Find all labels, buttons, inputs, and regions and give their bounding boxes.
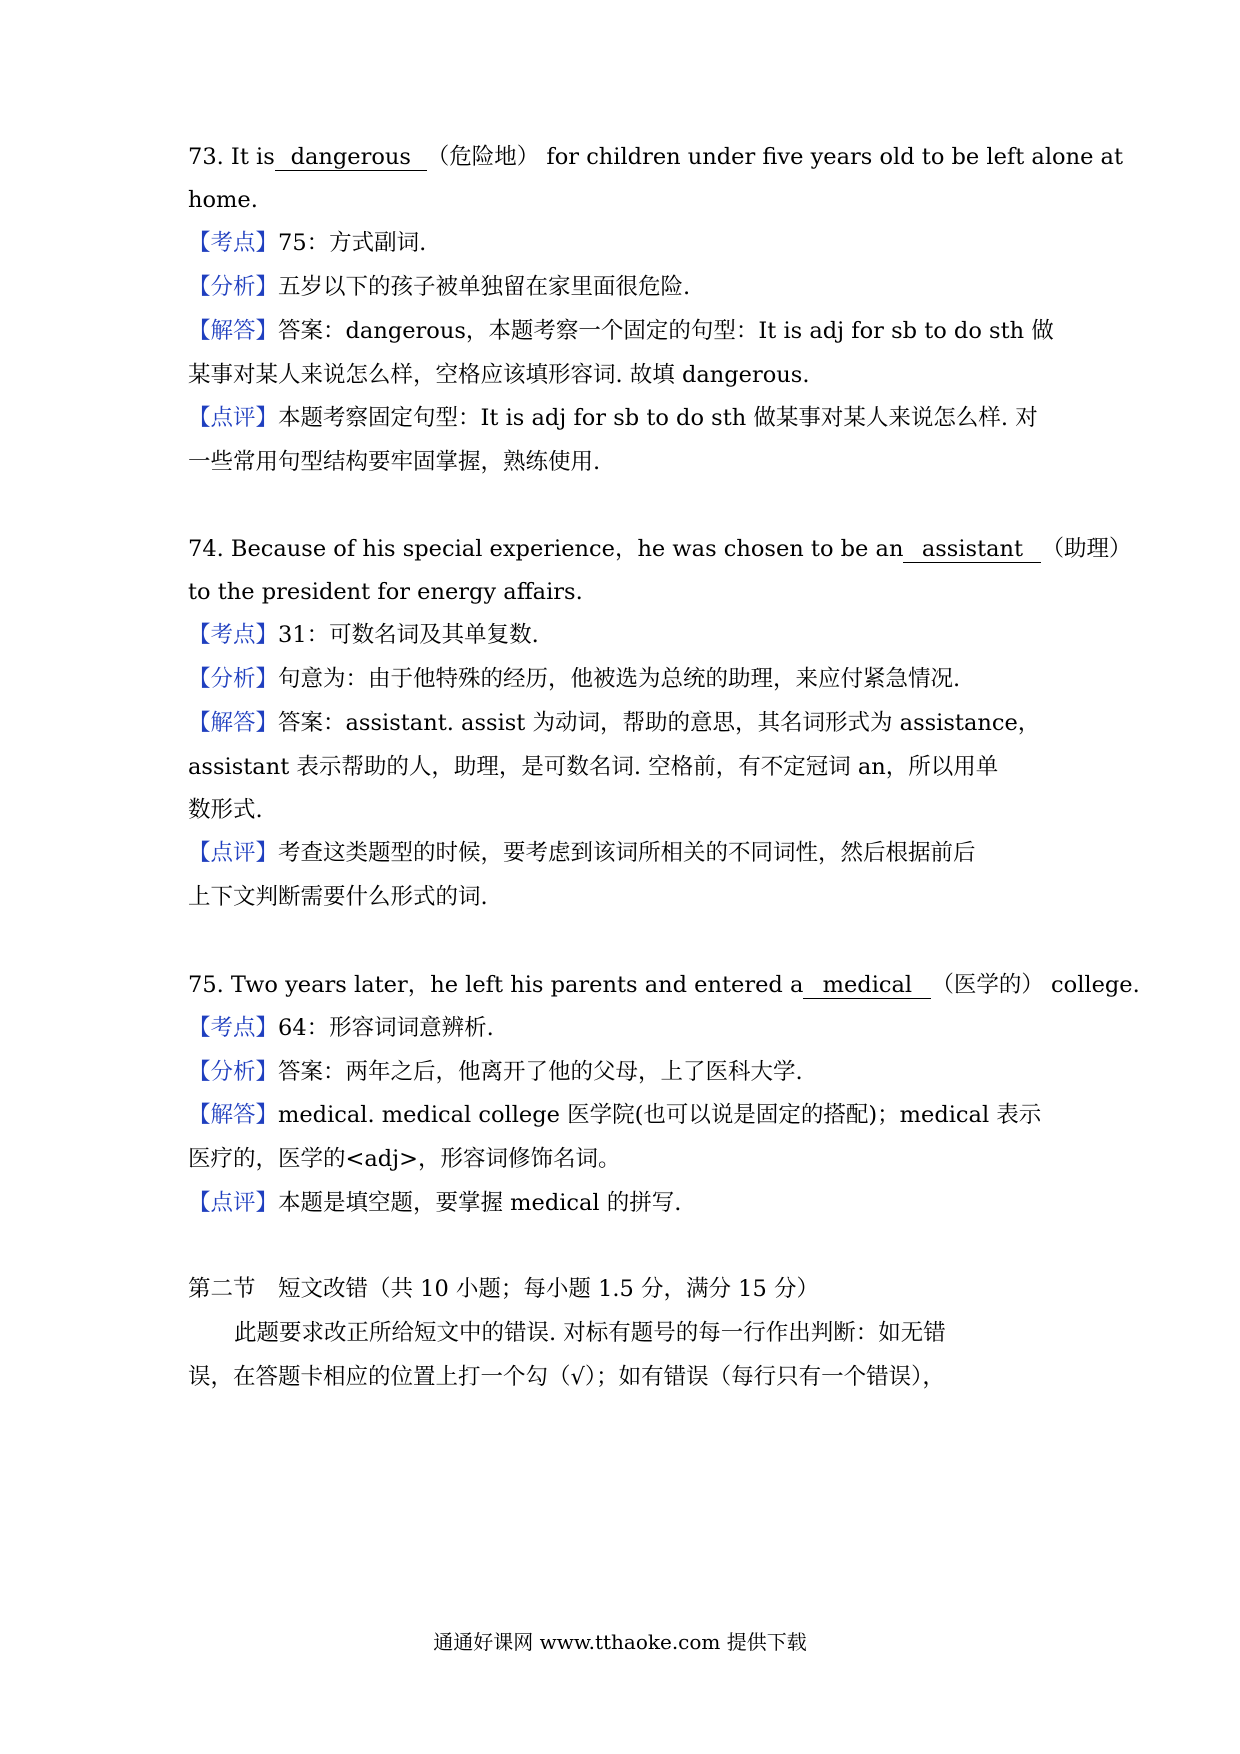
q74-kaodian-text: 31：可数名词及其单复数. bbox=[278, 622, 539, 648]
q74-stem-post: （助理） bbox=[1041, 536, 1132, 562]
q75-jieda-text: medical. medical college 医学院(也可以说是固定的搭配)；medical 表示 bbox=[278, 1102, 1042, 1128]
dianping-label: 【点评】 bbox=[188, 840, 279, 866]
q73-answer-blank: dangerous bbox=[275, 144, 427, 171]
q74-question-line1 bbox=[188, 534, 1132, 564]
fenxi-label: 【分析】 bbox=[188, 274, 279, 300]
dianping-label: 【点评】 bbox=[188, 1190, 279, 1216]
q73-fenxi-text: 五岁以下的孩子被单独留在家里面很危险. bbox=[278, 274, 691, 300]
q74-fenxi-text: 句意为：由于他特殊的经历，他被选为总统的助理，来应付紧急情况. bbox=[278, 666, 961, 692]
q73-fenxi bbox=[188, 272, 1058, 302]
kaodian-label: 【考点】 bbox=[188, 622, 279, 648]
section2-instruction-line1: 此题要求改正所给短文中的错误. 对标有题号的每一行作出判断：如无错 bbox=[234, 1320, 946, 1346]
q73-stem-post: （危险地） for children under five years old to be left alone at bbox=[426, 144, 1124, 170]
jieda-label: 【解答】 bbox=[188, 1102, 279, 1128]
q73-stem-pre: 73. It is bbox=[188, 144, 275, 170]
q74-jieda-line1 bbox=[188, 708, 1058, 738]
q75-kaodian-text: 64：形容词词意辨析. bbox=[278, 1015, 494, 1041]
q75-fenxi-text: 答案：两年之后，他离开了他的父母，上了医科大学. bbox=[278, 1059, 803, 1085]
q75-question-line1 bbox=[188, 970, 1140, 1000]
q74-dianping-line1 bbox=[188, 838, 1058, 868]
q74-dianping-text: 考查这类题型的时候，要考虑到该词所相关的不同词性，然后根据前后 bbox=[278, 840, 976, 866]
section2-title: 第二节 短文改错（共 10 小题；每小题 1.5 分，满分 15 分） bbox=[188, 1276, 819, 1302]
q75-answer-blank: medical bbox=[803, 972, 931, 999]
q75-stem-post: （医学的） college. bbox=[931, 972, 1140, 998]
q74-question-stem bbox=[188, 534, 1041, 564]
fenxi-label: 【分析】 bbox=[188, 666, 279, 692]
q75-fenxi bbox=[188, 1057, 1058, 1087]
q74-jieda-line2: assistant 表示帮助的人，助理，是可数名词. 空格前，有不定冠词 an，所以用单 bbox=[188, 754, 999, 780]
section2-instruction-line2: 误，在答题卡相应的位置上打一个勾（√）；如有错误（每行只有一个错误）， bbox=[188, 1364, 945, 1390]
q75-kaodian bbox=[188, 1013, 1058, 1043]
kaodian-label: 【考点】 bbox=[188, 1015, 279, 1041]
q73-question-stem bbox=[188, 142, 427, 172]
q74-fenxi bbox=[188, 664, 1058, 694]
q74-kaodian bbox=[188, 620, 1058, 650]
q74-stem-pre: 74. Because of his special experience，he was chosen to be an bbox=[188, 536, 904, 562]
q74-dianping-line2: 上下文判断需要什么形式的词. bbox=[188, 884, 488, 910]
kaodian-label: 【考点】 bbox=[188, 230, 279, 256]
q74-question-line2: to the president for energy affairs. bbox=[188, 579, 583, 605]
q75-dianping-text: 本题是填空题，要掌握 medical 的拼写. bbox=[278, 1190, 682, 1216]
q74-jieda-line3: 数形式. bbox=[188, 797, 263, 823]
jieda-label: 【解答】 bbox=[188, 318, 279, 344]
q75-jieda-line2: 医疗的，医学的<adj>，形容词修饰名词。 bbox=[188, 1146, 621, 1172]
q73-jieda-text: 答案：dangerous，本题考察一个固定的句型：It is adj for sb to do sth 做 bbox=[278, 318, 1054, 344]
fenxi-label: 【分析】 bbox=[188, 1059, 279, 1085]
dianping-label: 【点评】 bbox=[188, 405, 279, 431]
q73-kaodian-text: 75：方式副词. bbox=[278, 230, 427, 256]
jieda-label: 【解答】 bbox=[188, 710, 279, 736]
q74-jieda-text: 答案：assistant. assist 为动词，帮助的意思，其名词形式为 assistance， bbox=[278, 710, 1041, 736]
q75-question-stem bbox=[188, 970, 931, 1000]
q75-stem-pre: 75. Two years later，he left his parents and entered a bbox=[188, 972, 804, 998]
q74-answer-blank: assistant bbox=[903, 536, 1041, 563]
q73-dianping-line1 bbox=[188, 403, 1058, 433]
page-footer: 通通好课网 www.tthaoke.com 提供下载 bbox=[433, 1630, 807, 1654]
q73-question-line2: home. bbox=[188, 187, 258, 213]
q73-dianping-line2: 一些常用句型结构要牢固掌握，熟练使用. bbox=[188, 449, 601, 475]
q73-jieda-line2: 某事对某人来说怎么样，空格应该填形容词. 故填 dangerous. bbox=[188, 362, 810, 388]
q75-dianping-line1 bbox=[188, 1188, 1058, 1218]
q73-jieda-line1 bbox=[188, 316, 1058, 346]
q73-kaodian bbox=[188, 228, 1058, 258]
q75-jieda-line1 bbox=[188, 1100, 1058, 1130]
q73-dianping-text: 本题考察固定句型：It is adj for sb to do sth 做某事对某人来说怎么样. 对 bbox=[278, 405, 1038, 431]
q73-question-line1 bbox=[188, 142, 1124, 172]
